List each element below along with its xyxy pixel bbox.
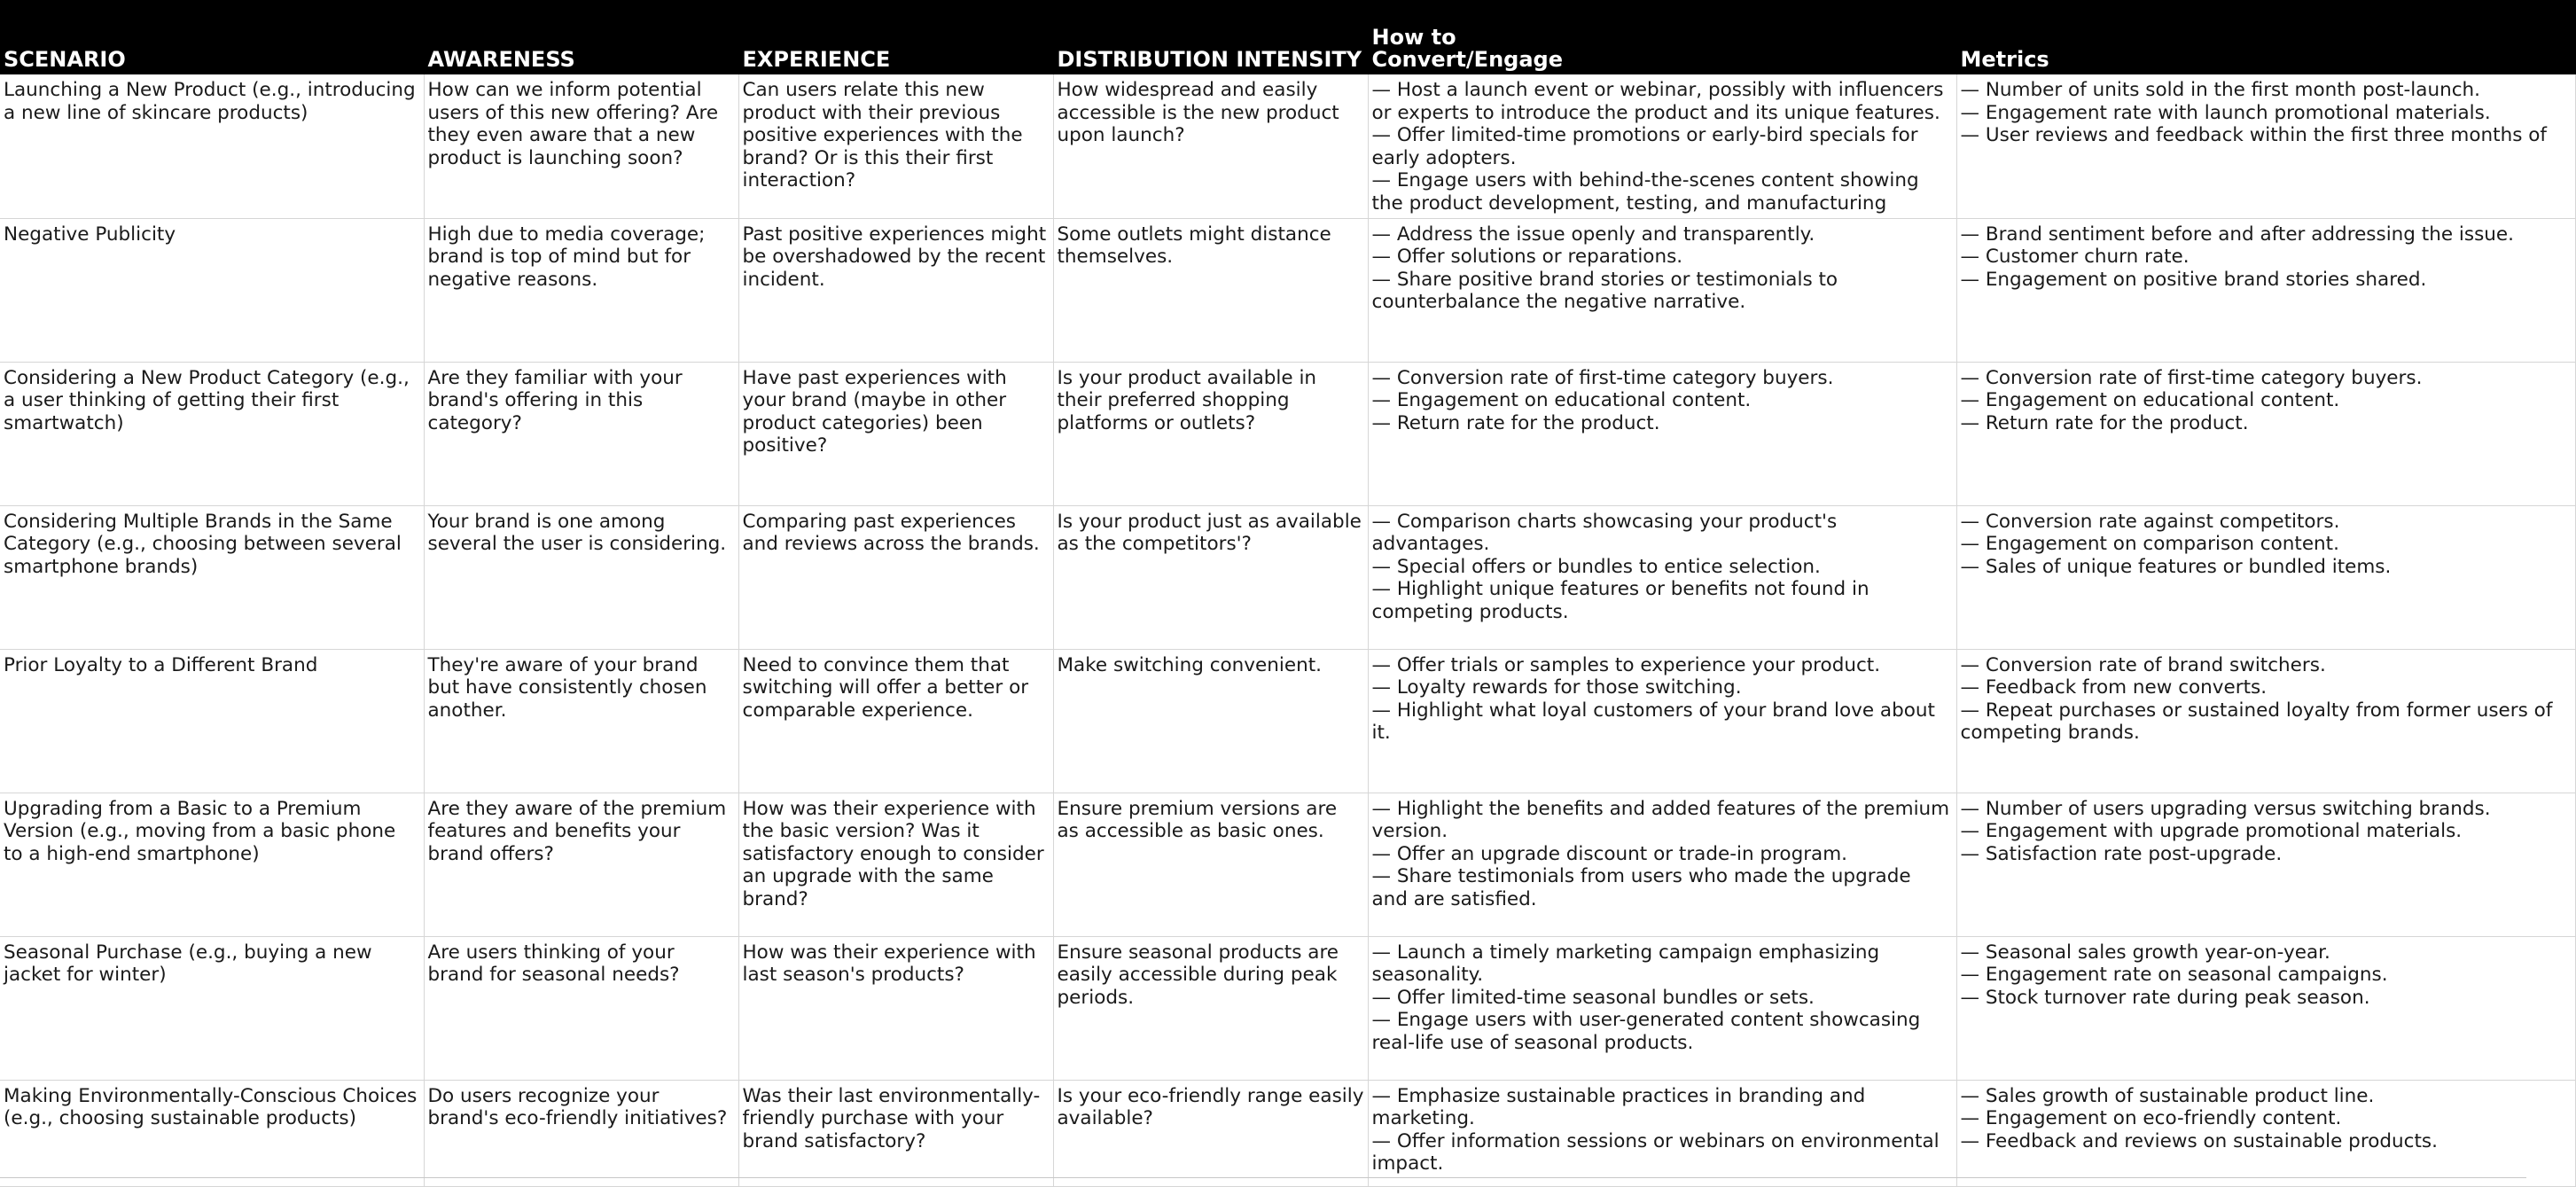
metrics-cell[interactable]: — Number of users upgrading versus switching brands. — Engagement with upgrade promotional materials. — Satisfaction rate post-upgrade. bbox=[1956, 793, 2575, 936]
scenario-cell[interactable]: Prior Loyalty to a Different Brand bbox=[0, 649, 424, 793]
convert-engage-cell[interactable]: — Emphasize sustainable practices in branding and marketing. — Offer information sessions or webinars on environmental impact. bbox=[1368, 1080, 1956, 1186]
metrics-cell[interactable]: — Seasonal sales growth year-on-year. — Engagement rate on seasonal campaigns. — Stock turnover rate during peak season. bbox=[1956, 936, 2575, 1080]
scenario-cell[interactable]: Negative Publicity bbox=[0, 218, 424, 362]
experience-cell[interactable]: Need to convince them that switching will offer a better or comparable experience. bbox=[738, 649, 1053, 793]
column-header-metrics[interactable]: Metrics bbox=[1956, 0, 2575, 74]
table-row bbox=[0, 505, 2575, 649]
metrics-cell[interactable]: — Brand sentiment before and after addressing the issue. — Customer churn rate. — Engagement on positive brand stories shared. bbox=[1956, 218, 2575, 362]
convert-engage-cell[interactable]: — Conversion rate of first-time category buyers. — Engagement on educational content. — Return rate for the product. bbox=[1368, 362, 1956, 505]
metrics-cell[interactable]: — Conversion rate of brand switchers. — Feedback from new converts. — Repeat purchases or sustained loyalty from former users of competing brands. bbox=[1956, 649, 2575, 793]
table-row bbox=[0, 218, 2575, 362]
distribution-cell[interactable]: Make switching convenient. bbox=[1053, 649, 1368, 793]
convert-engage-cell[interactable]: — Offer trials or samples to experience your product. — Loyalty rewards for those switching. — Highlight what loyal customers of your brand love about it. bbox=[1368, 649, 1956, 793]
scenario-cell[interactable]: Considering a New Product Category (e.g., a user thinking of getting their first smartwatch) bbox=[0, 362, 424, 505]
metrics-cell[interactable]: — Conversion rate against competitors. — Engagement on comparison content. — Sales of unique features or bundled items. bbox=[1956, 505, 2575, 649]
table-row bbox=[0, 936, 2575, 1080]
distribution-cell[interactable]: Some outlets might distance themselves. bbox=[1053, 218, 1368, 362]
awareness-cell[interactable]: How can we inform potential users of this new offering? Are they even aware that a new product is launching soon? bbox=[424, 74, 738, 218]
convert-engage-cell[interactable]: — Launch a timely marketing campaign emphasizing seasonality. — Offer limited-time seasonal bundles or sets. — Engage users with user-generated content showcasing real-life use of seasonal products. bbox=[1368, 936, 1956, 1080]
experience-cell[interactable]: Have past experiences with your brand (maybe in other product categories) been positive? bbox=[738, 362, 1053, 505]
metrics-cell[interactable]: — Conversion rate of first-time category buyers. — Engagement on educational content. — Return rate for the product. bbox=[1956, 362, 2575, 505]
experience-cell[interactable]: How was their experience with the basic version? Was it satisfactory enough to consider an upgrade with the same brand? bbox=[738, 793, 1053, 936]
distribution-cell[interactable]: Ensure premium versions are as accessible as basic ones. bbox=[1053, 793, 1368, 936]
experience-cell[interactable]: How was their experience with last season's products? bbox=[738, 936, 1053, 1080]
row-divider bbox=[0, 1177, 2526, 1178]
scenario-cell[interactable]: Upgrading from a Basic to a Premium Version (e.g., moving from a basic phone to a high-end smartphone) bbox=[0, 793, 424, 936]
distribution-cell[interactable]: Ensure seasonal products are easily accessible during peak periods. bbox=[1053, 936, 1368, 1080]
experience-cell[interactable]: Was their last environmentally-friendly purchase with your brand satisfactory? bbox=[738, 1080, 1053, 1186]
table-row bbox=[0, 793, 2575, 936]
convert-engage-cell[interactable]: — Address the issue openly and transparently. — Offer solutions or reparations. — Share positive brand stories or testimonials to counterbalance the negative narrative. bbox=[1368, 218, 1956, 362]
distribution-cell[interactable]: Is your product just as available as the competitors'? bbox=[1053, 505, 1368, 649]
column-header-awareness[interactable]: AWARENESS bbox=[424, 0, 738, 74]
table-row bbox=[0, 649, 2575, 793]
column-header-scenario[interactable]: SCENARIO bbox=[0, 0, 424, 74]
experience-cell[interactable]: Can users relate this new product with their previous positive experiences with the brand? Or is this their first interaction? bbox=[738, 74, 1053, 218]
scenario-cell[interactable]: Considering Multiple Brands in the Same Category (e.g., choosing between several smartphone brands) bbox=[0, 505, 424, 649]
awareness-cell[interactable]: Are they aware of the premium features and benefits your brand offers? bbox=[424, 793, 738, 936]
convert-engage-cell[interactable]: — Comparison charts showcasing your product's advantages. — Special offers or bundles to entice selection. — Highlight unique features or benefits not found in competing products. bbox=[1368, 505, 1956, 649]
awareness-cell[interactable]: They're aware of your brand but have consistently chosen another. bbox=[424, 649, 738, 793]
scenario-cell[interactable]: Launching a New Product (e.g., introducing a new line of skincare products) bbox=[0, 74, 424, 218]
scenario-cell[interactable]: Seasonal Purchase (e.g., buying a new jacket for winter) bbox=[0, 936, 424, 1080]
distribution-cell[interactable]: Is your product available in their preferred shopping platforms or outlets? bbox=[1053, 362, 1368, 505]
table-row bbox=[0, 1080, 2575, 1186]
convert-engage-cell[interactable]: — Highlight the benefits and added features of the premium version. — Offer an upgrade discount or trade-in program. — Share testimonials from users who made the upgrade and are satisfied. bbox=[1368, 793, 1956, 936]
column-header-how-to-convert-engage[interactable]: How to Convert/Engage bbox=[1368, 0, 1956, 74]
distribution-cell[interactable]: Is your eco-friendly range easily available? bbox=[1053, 1080, 1368, 1186]
column-header-experience[interactable]: EXPERIENCE bbox=[738, 0, 1053, 74]
table-row bbox=[0, 362, 2575, 505]
header-row bbox=[0, 0, 2575, 74]
awareness-cell[interactable]: Are users thinking of your brand for seasonal needs? bbox=[424, 936, 738, 1080]
awareness-cell[interactable]: High due to media coverage; brand is top of mind but for negative reasons. bbox=[424, 218, 738, 362]
convert-engage-cell[interactable]: — Host a launch event or webinar, possibly with influencers or experts to introduce the product and its unique features. — Offer limited-time promotions or early-bird specials for early adopters. — Engage users with behind-the-scenes content showing the product development, testing, and manufacturing bbox=[1368, 74, 1956, 218]
distribution-cell[interactable]: How widespread and easily accessible is the new product upon launch? bbox=[1053, 74, 1368, 218]
awareness-cell[interactable]: Do users recognize your brand's eco-friendly initiatives? bbox=[424, 1080, 738, 1186]
experience-cell[interactable]: Comparing past experiences and reviews across the brands. bbox=[738, 505, 1053, 649]
column-header-distribution-intensity[interactable]: DISTRIBUTION INTENSITY bbox=[1053, 0, 1368, 74]
metrics-cell[interactable]: — Number of units sold in the first month post-launch. — Engagement rate with launch promotional materials. — User reviews and feedback within the first three months of bbox=[1956, 74, 2575, 218]
scenario-cell[interactable]: Making Environmentally-Conscious Choices (e.g., choosing sustainable products) bbox=[0, 1080, 424, 1186]
table-row bbox=[0, 74, 2575, 218]
awareness-cell[interactable]: Are they familiar with your brand's offering in this category? bbox=[424, 362, 738, 505]
metrics-cell[interactable]: — Sales growth of sustainable product line. — Engagement on eco-friendly content. — Feedback and reviews on sustainable products. bbox=[1956, 1080, 2575, 1186]
experience-cell[interactable]: Past positive experiences might be overshadowed by the recent incident. bbox=[738, 218, 1053, 362]
awareness-cell[interactable]: Your brand is one among several the user is considering. bbox=[424, 505, 738, 649]
